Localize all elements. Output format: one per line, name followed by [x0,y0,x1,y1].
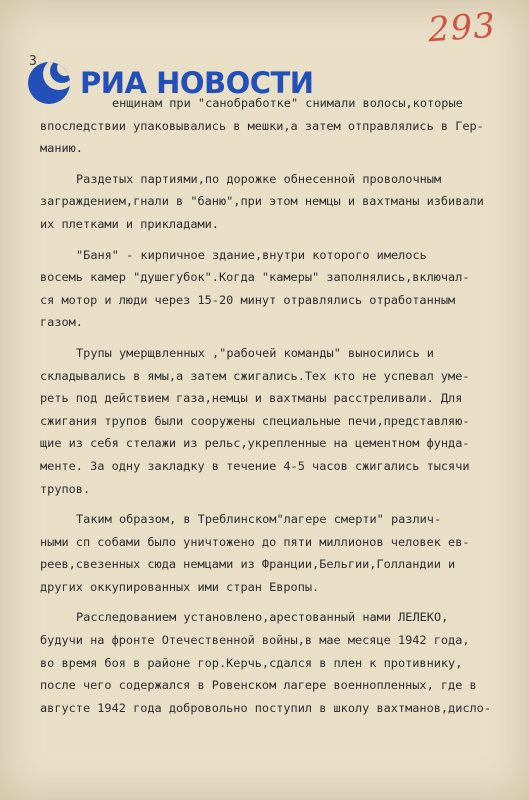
paragraph-gap [40,500,510,508]
sheet-index: 3 [29,54,37,69]
paragraph-gap [40,334,510,342]
text-line: манию. [40,141,83,156]
paragraph-gap [40,160,510,168]
text-line: будучи на фронте Отечественной войны,в мае месяце 1942 года, [40,633,470,648]
text-line: ся мотор и люди через 15-20 минут отравлялись отработанным [40,292,456,307]
text-line: заграждением,гнали в "баню",при этом немцы и вахтманы избивали [40,194,484,209]
text-line: сжигания трупов были сооружены специальные печи,представляю- [40,413,470,428]
paragraph [40,244,510,334]
ria-novosti-wordmark: РИА НОВОСТИ [80,66,314,100]
paragraph [40,342,510,500]
text-line: складывались в ямы,а затем сжигались.Тех кто не успевал уме- [40,368,470,383]
document-body [40,92,510,719]
text-line: ными сп собами было уничтожено до пяти миллионов человек ев- [40,534,470,549]
text-line: щие из себя стелажи из рельс,укрепленные на цементном фунда- [40,436,470,451]
text-line: впоследствии упаковывались в мешки,а затем отправлялись в Гер- [40,118,484,133]
text-line: после чего содержался в Ровенском лагере военнопленных, где в [40,678,477,693]
paragraph [40,606,510,719]
text-line: других оккупированных ими стран Европы. [40,579,320,594]
text-line: Расследованием установлено,арестованный нами ЛЕЛЕКО, [76,610,449,625]
text-line: восемь камер "душегубок".Когда "камеры" заполнялись,включал- [40,270,470,285]
text-line: реев,свезенных сюда немцами из Франции,Бельгии,Голландии и [40,557,456,572]
paragraph-gap [40,236,510,244]
text-line: енщинам при "санобработке" снимали волосы,которые [112,96,463,110]
paragraph [40,508,510,598]
paragraph-gap [40,598,510,606]
paragraph [40,168,510,236]
text-line: августе 1942 года добровольно поступил в школу вахтманов,дисло- [40,700,492,715]
text-line: трупов. [40,481,91,496]
text-line: менте. За одну закладку в течение 4-5 часов сжигались тысячи [40,458,470,473]
text-line: реть под действием газа,немцы и вахтманы расстреливали. Для [40,391,463,406]
text-line: "Баня" - кирпичное здание,внутри которого имелось [76,247,427,262]
text-line: Таким образом, в Треблинском"лагере смерти" различ- [76,512,442,527]
text-line: во время боя в районе гор.Керчь,сдался в плен к противнику, [40,655,463,670]
paragraph [40,92,510,160]
text-line: их плетками и прикладами. [40,216,219,231]
text-line: газом. [40,315,83,330]
page-number: 293 [426,5,498,51]
text-line: Трупы умерщвленных ,"рабочей команды" выносились и [76,345,434,360]
text-line: Раздетых партиями,по дорожке обнесенной проволочным [76,171,442,186]
